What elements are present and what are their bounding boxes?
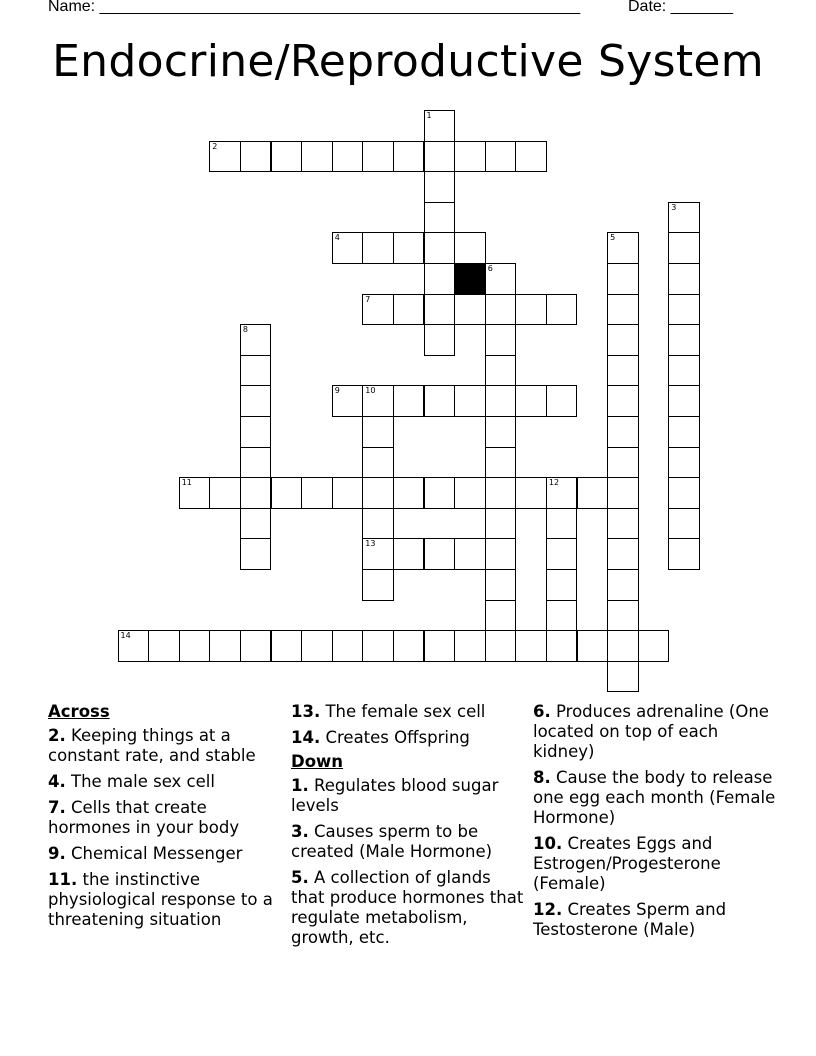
crossword-cell[interactable] (240, 141, 272, 173)
crossword-cell[interactable] (546, 385, 578, 417)
crossword-cell[interactable] (209, 477, 241, 509)
clue-down-10 (533, 834, 783, 894)
crossword-cell[interactable] (301, 477, 333, 509)
clue-text: Chemical Messenger (65, 844, 243, 863)
clue-text: Regulates blood sugar levels (291, 776, 499, 815)
crossword-cell[interactable] (485, 538, 517, 570)
crossword-cell[interactable] (546, 538, 578, 570)
crossword-cell[interactable] (118, 630, 150, 662)
crossword-cell[interactable] (546, 600, 578, 632)
crossword-cell[interactable] (424, 324, 456, 356)
clue-number: 14. (291, 728, 321, 747)
clue-number-label: 4 (334, 233, 340, 243)
crossword-cell[interactable] (362, 538, 394, 570)
clue-number-label: 6 (487, 264, 493, 273)
crossword-cell[interactable] (546, 508, 578, 540)
crossword-cell[interactable] (454, 477, 486, 509)
crossword-cell[interactable] (362, 416, 394, 448)
clue-number: 5. (291, 868, 309, 887)
clue-down-12 (533, 900, 783, 940)
crossword-cell[interactable] (393, 538, 425, 570)
clue-number: 8. (533, 768, 551, 787)
crossword-cell[interactable] (393, 630, 425, 662)
crossword-cell[interactable] (668, 294, 700, 326)
crossword-cell[interactable] (240, 477, 272, 509)
crossword-cell[interactable] (454, 538, 486, 570)
clue-number-label: 3 (671, 202, 677, 212)
crossword-cell[interactable] (546, 477, 578, 509)
crossword-cell[interactable] (638, 630, 670, 662)
crossword-cell[interactable] (485, 508, 517, 540)
crossword-cell[interactable] (607, 263, 639, 295)
crossword-cell[interactable] (424, 110, 456, 142)
crossword-cell[interactable] (179, 630, 211, 662)
crossword-cell[interactable] (668, 447, 700, 479)
crossword-cell[interactable] (668, 416, 700, 448)
clue-across-4 (48, 772, 286, 792)
crossword-cell[interactable] (485, 324, 517, 356)
clue-text: Produces adrenaline (One located on top of each kidney) (533, 702, 769, 761)
crossword-cell[interactable] (607, 416, 639, 448)
clue-number: 6. (533, 702, 551, 721)
crossword-cell[interactable] (485, 447, 517, 479)
crossword-cell[interactable] (362, 630, 394, 662)
page-title: Endocrine/Reproductive System (52, 36, 764, 87)
crossword-cell[interactable] (668, 355, 700, 387)
crossword-cell[interactable] (515, 630, 547, 662)
clue-number-label: 1 (426, 111, 432, 120)
crossword-cell[interactable] (607, 477, 639, 509)
crossword-cell[interactable] (362, 294, 394, 326)
clue-across-7 (48, 798, 286, 838)
crossword-cell[interactable] (240, 355, 272, 387)
across-heading: Across (48, 702, 110, 721)
crossword-cell[interactable] (454, 385, 486, 417)
clue-across-11 (48, 870, 286, 930)
crossword-cell[interactable] (485, 294, 517, 326)
crossword-cell[interactable] (485, 355, 517, 387)
clue-number-label: 14 (120, 631, 131, 641)
crossword-cell[interactable] (546, 569, 578, 601)
clue-number: 12. (533, 900, 563, 919)
crossword-cell[interactable] (668, 202, 700, 234)
clue-number: 10. (533, 834, 563, 853)
crossword-cell[interactable] (668, 477, 700, 509)
clue-number: 7. (48, 798, 66, 817)
crossword-cell[interactable] (393, 385, 425, 417)
clue-text: A collection of glands that produce hormones that regulate metabolism, growth, etc. (291, 868, 524, 947)
crossword-cell[interactable] (607, 569, 639, 601)
crossword-cell[interactable] (393, 294, 425, 326)
crossword-cell[interactable] (424, 232, 456, 264)
crossword-cell[interactable] (393, 232, 425, 264)
crossword-cell[interactable] (362, 447, 394, 479)
clue-number: 3. (291, 822, 309, 841)
crossword-cell[interactable] (454, 294, 486, 326)
crossword-cell[interactable] (362, 141, 394, 173)
crossword-cell[interactable] (454, 232, 486, 264)
crossword-cell[interactable] (485, 477, 517, 509)
crossword-cell[interactable] (240, 630, 272, 662)
crossword-cell[interactable] (424, 294, 456, 326)
clue-text: the instinctive physiological response to a threatening situation (48, 870, 273, 929)
crossword-cell[interactable] (668, 385, 700, 417)
crossword-cell[interactable] (424, 263, 456, 295)
crossword-cell[interactable] (332, 385, 364, 417)
crossword-cell[interactable] (240, 324, 272, 356)
crossword-cell[interactable] (240, 416, 272, 448)
crossword-cell[interactable] (301, 630, 333, 662)
clue-text: Cause the body to release one egg each month (Female Hormone) (533, 768, 776, 827)
crossword-cell[interactable] (515, 294, 547, 326)
clue-text: Creates Offspring (320, 728, 470, 747)
clue-down-3 (291, 822, 529, 862)
crossword-cell[interactable] (301, 141, 333, 173)
crossword-cell[interactable] (546, 630, 578, 662)
clue-number-label: 8 (242, 325, 248, 335)
clue-text: Keeping things at a constant rate, and stable (48, 726, 256, 765)
crossword-cell[interactable] (362, 569, 394, 601)
crossword-cell[interactable] (332, 141, 364, 173)
crossword-cell[interactable] (362, 385, 394, 417)
crossword-cell[interactable] (515, 477, 547, 509)
clues-column-2 (291, 702, 529, 954)
clue-number-label: 10 (365, 386, 376, 396)
black-cell (454, 263, 486, 295)
clue-number: 13. (291, 702, 321, 721)
crossword-cell[interactable] (668, 232, 700, 264)
crossword-cell[interactable] (332, 630, 364, 662)
crossword-cell[interactable] (607, 294, 639, 326)
crossword-cell[interactable] (607, 385, 639, 417)
crossword-cell[interactable] (668, 508, 700, 540)
clue-text: The female sex cell (320, 702, 486, 721)
crossword-cell[interactable] (424, 630, 456, 662)
crossword-cell[interactable] (577, 477, 609, 509)
crossword-cell[interactable] (240, 538, 272, 570)
crossword-cell[interactable] (607, 508, 639, 540)
crossword-cell[interactable] (485, 569, 517, 601)
crossword-cell[interactable] (424, 538, 456, 570)
crossword-cell[interactable] (485, 263, 517, 295)
crossword-cell[interactable] (332, 477, 364, 509)
clue-number: 9. (48, 844, 66, 863)
clue-down-5 (291, 868, 529, 948)
crossword-cell[interactable] (209, 630, 241, 662)
clue-down-6 (533, 702, 783, 762)
clue-text: Creates Sperm and Testosterone (Male) (533, 900, 727, 939)
clue-text: Causes sperm to be created (Male Hormone) (291, 822, 493, 861)
clue-text: The male sex cell (65, 772, 215, 791)
crossword-cell[interactable] (485, 141, 517, 173)
crossword-cell[interactable] (668, 263, 700, 295)
crossword-cell[interactable] (607, 355, 639, 387)
crossword-cell[interactable] (607, 600, 639, 632)
clue-number-label: 9 (334, 386, 340, 396)
crossword-cell[interactable] (485, 385, 517, 417)
crossword-cell[interactable] (424, 385, 456, 417)
clues-column-1 (48, 702, 286, 936)
clue-number: 2. (48, 726, 66, 745)
clue-number: 1. (291, 776, 309, 795)
crossword-cell[interactable] (607, 630, 639, 662)
date-field-line: Date: _______ (628, 0, 733, 15)
down-heading: Down (291, 752, 344, 771)
clue-number-label: 7 (365, 294, 371, 304)
clue-across-9 (48, 844, 286, 864)
crossword-cell[interactable] (607, 661, 639, 693)
clue-number: 4. (48, 772, 66, 791)
crossword-cell[interactable] (424, 202, 456, 234)
crossword-cell[interactable] (179, 477, 211, 509)
crossword-cell[interactable] (515, 141, 547, 173)
crossword-cell[interactable] (362, 508, 394, 540)
clue-number-label: 2 (212, 141, 218, 151)
crossword-cell[interactable] (271, 630, 303, 662)
name-field-line: Name: ______________________________________________________ (48, 0, 581, 15)
crossword-cell[interactable] (424, 171, 456, 203)
crossword-cell[interactable] (577, 630, 609, 662)
clue-across-13 (291, 702, 529, 722)
clue-number-label: 5 (610, 233, 616, 243)
crossword-cell[interactable] (607, 324, 639, 356)
clue-down-1 (291, 776, 529, 816)
crossword-cell[interactable] (607, 447, 639, 479)
clues-column-3 (533, 702, 783, 946)
crossword-cell[interactable] (148, 630, 180, 662)
clue-across-14 (291, 728, 529, 748)
crossword-cell[interactable] (271, 141, 303, 173)
clue-text: Creates Eggs and Estrogen/Progesterone (Female) (533, 834, 721, 893)
clue-number: 11. (48, 870, 78, 889)
crossword-cell[interactable] (485, 416, 517, 448)
clue-number-label: 13 (365, 539, 376, 549)
crossword-cell[interactable] (362, 477, 394, 509)
crossword-cell[interactable] (271, 477, 303, 509)
crossword-cell[interactable] (240, 508, 272, 540)
crossword-cell[interactable] (485, 600, 517, 632)
crossword-cell[interactable] (668, 538, 700, 570)
crossword-cell[interactable] (362, 232, 394, 264)
crossword-cell[interactable] (424, 141, 456, 173)
clue-number-label: 11 (181, 478, 192, 488)
clue-down-8 (533, 768, 783, 828)
crossword-cell[interactable] (454, 141, 486, 173)
crossword-cell[interactable] (607, 538, 639, 570)
crossword-cell[interactable] (332, 232, 364, 264)
crossword-cell[interactable] (607, 232, 639, 264)
crossword-cell[interactable] (424, 477, 456, 509)
clue-text: Cells that create hormones in your body (48, 798, 240, 837)
crossword-cell[interactable] (485, 630, 517, 662)
crossword-cell[interactable] (209, 141, 241, 173)
crossword-cell[interactable] (240, 385, 272, 417)
crossword-cell[interactable] (546, 294, 578, 326)
crossword-cell[interactable] (393, 141, 425, 173)
crossword-cell[interactable] (393, 477, 425, 509)
clue-number-label: 12 (548, 478, 560, 488)
crossword-cell[interactable] (454, 630, 486, 662)
crossword-cell[interactable] (668, 324, 700, 356)
crossword-cell[interactable] (240, 447, 272, 479)
clue-across-2 (48, 726, 286, 766)
crossword-cell[interactable] (515, 385, 547, 417)
